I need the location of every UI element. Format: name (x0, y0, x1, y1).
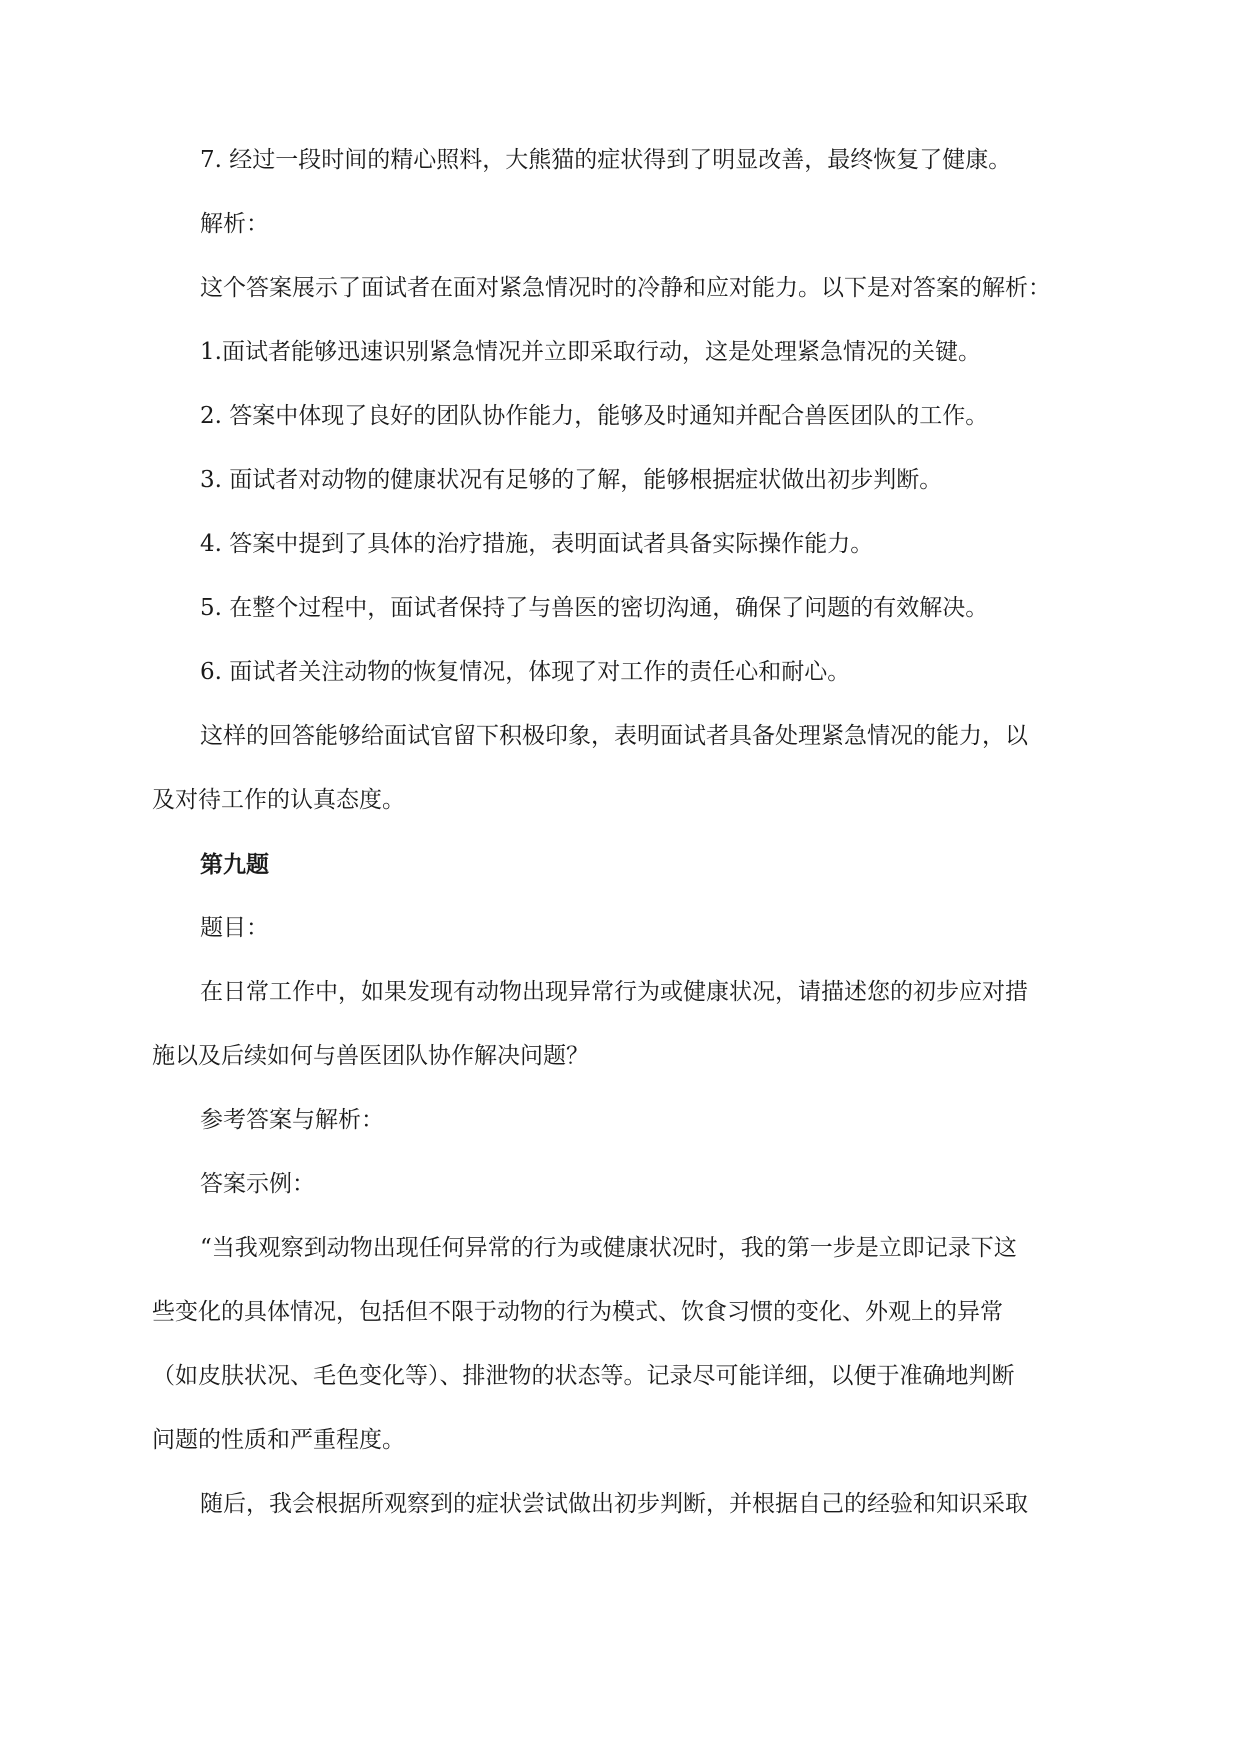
reference-answer-label: 参考答案与解析： (200, 1107, 384, 1133)
analysis-point-4: 4. 答案中提到了具体的治疗措施，表明面试者具备实际操作能力。 (200, 531, 874, 557)
paragraph-line: 问题的性质和严重程度。 (152, 1427, 405, 1453)
paragraph-line: “当我观察到动物出现任何异常的行为或健康状况时，我的第一步是立即记录下这 (200, 1235, 1017, 1261)
analysis-point-5: 5. 在整个过程中，面试者保持了与兽医的密切沟通，确保了问题的有效解决。 (200, 595, 989, 621)
paragraph-line: 及对待工作的认真态度。 (152, 787, 405, 813)
answer-paragraph-2: 随后，我会根据所观察到的症状尝试做出初步判断，并根据自己的经验和知识采取 (200, 1491, 1028, 1517)
section-heading: 第九题 (200, 851, 269, 878)
answer-paragraph-1 (152, 1232, 1082, 1457)
paragraph-line: 这样的回答能够给面试官留下积极印象，表明面试者具备处理紧急情况的能力，以 (200, 723, 1028, 749)
analysis-intro: 这个答案展示了面试者在面对紧急情况时的冷静和应对能力。以下是对答案的解析： (200, 275, 1051, 301)
analysis-point-1: 1.面试者能够迅速识别紧急情况并立即采取行动，这是处理紧急情况的关键。 (200, 339, 981, 365)
question-label: 题目： (200, 915, 269, 941)
document-body (152, 144, 1082, 1521)
analysis-point-3: 3. 面试者对动物的健康状况有足够的了解，能够根据症状做出初步判断。 (200, 467, 943, 493)
analysis-label: 解析： (200, 211, 269, 237)
paragraph-line: （如皮肤状况、毛色变化等）、排泄物的状态等。记录尽可能详细，以便于准确地判断 (152, 1363, 1015, 1389)
analysis-point-6: 6. 面试者关注动物的恢复情况，体现了对工作的责任心和耐心。 (200, 659, 851, 685)
paragraph-line: 在日常工作中，如果发现有动物出现异常行为或健康状况，请描述您的初步应对措 (200, 979, 1028, 1005)
paragraph-line: 施以及后续如何与兽医团队协作解决问题？ (152, 1043, 589, 1069)
analysis-conclusion (152, 720, 1082, 817)
paragraph-line: 些变化的具体情况，包括但不限于动物的行为模式、饮食习惯的变化、外观上的异常 (152, 1299, 1003, 1325)
question-text (152, 976, 1082, 1073)
answer-step-7: 7. 经过一段时间的精心照料，大熊猫的症状得到了明显改善，最终恢复了健康。 (200, 147, 1012, 173)
answer-example-label: 答案示例： (200, 1171, 315, 1197)
analysis-point-2: 2. 答案中体现了良好的团队协作能力，能够及时通知并配合兽医团队的工作。 (200, 403, 989, 429)
